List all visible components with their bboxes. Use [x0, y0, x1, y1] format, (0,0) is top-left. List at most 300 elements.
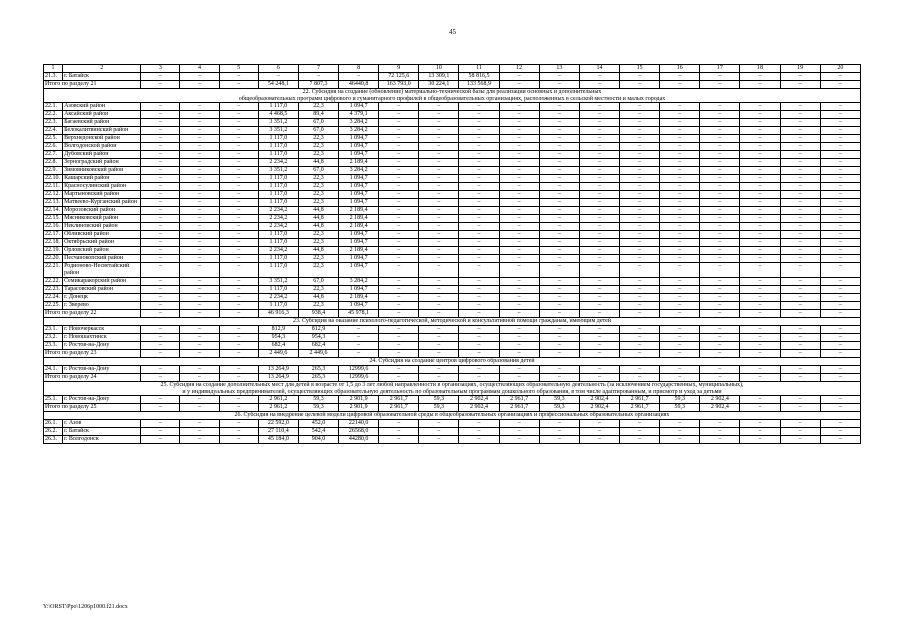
municipality-name: Верхнедонской район [63, 135, 141, 143]
table-cell: 22,3 [298, 103, 338, 111]
table-cell: – [740, 420, 780, 428]
table-cell: 3 351,2 [258, 167, 298, 175]
table-cell: – [141, 111, 180, 119]
table-cell: – [820, 396, 860, 404]
table-cell: – [419, 286, 459, 294]
municipality-name: Красносулинский район [63, 183, 141, 191]
table-cell: – [459, 278, 499, 286]
table-row [44, 286, 861, 294]
table-cell: 1 117,0 [258, 151, 298, 159]
table-cell: – [700, 215, 740, 223]
table-row [44, 167, 861, 175]
table-row [44, 223, 861, 231]
table-cell: – [780, 396, 820, 404]
table-cell: – [379, 207, 419, 215]
table-cell: – [180, 239, 219, 247]
table-cell: – [700, 428, 740, 436]
table-cell: – [419, 263, 459, 278]
table-cell: – [419, 199, 459, 207]
table-cell: – [459, 103, 499, 111]
table-cell: – [539, 350, 579, 358]
column-number: 12 [499, 65, 539, 73]
table-cell: – [379, 119, 419, 127]
table-cell: – [499, 286, 539, 294]
table-cell: – [419, 302, 459, 310]
table-cell: – [141, 191, 180, 199]
table-cell: 1 117,0 [258, 191, 298, 199]
table-cell: – [700, 199, 740, 207]
table-cell: – [579, 342, 619, 350]
table-cell: 2 234,2 [258, 247, 298, 255]
section-total-row [44, 81, 861, 89]
table-cell: 2 961,7 [499, 396, 539, 404]
table-cell: – [579, 374, 619, 382]
table-cell: – [180, 247, 219, 255]
table-cell: 2 902,4 [700, 396, 740, 404]
table-cell: – [180, 310, 219, 318]
table-cell: – [499, 151, 539, 159]
table-cell: – [780, 127, 820, 135]
table-cell: 1 117,0 [258, 302, 298, 310]
table-cell: – [141, 302, 180, 310]
municipality-name: Орловский район [63, 247, 141, 255]
row-number: 21.3. [44, 73, 63, 81]
table-cell: – [379, 302, 419, 310]
table-cell: – [579, 111, 619, 119]
table-cell: – [180, 420, 219, 428]
table-cell: 1 117,0 [258, 199, 298, 207]
municipality-name: Зимовниковский район [63, 167, 141, 175]
table-cell: – [499, 247, 539, 255]
table-cell: – [660, 159, 700, 167]
table-cell: 2 902,4 [700, 404, 740, 412]
table-cell: 3 351,2 [258, 278, 298, 286]
table-cell: – [219, 167, 258, 175]
table-cell: – [539, 310, 579, 318]
table-cell: – [660, 103, 700, 111]
table-cell: – [141, 81, 180, 89]
table-cell: – [579, 167, 619, 175]
table-cell: – [660, 374, 700, 382]
table-cell: – [180, 127, 219, 135]
table-cell: – [459, 143, 499, 151]
table-cell: – [820, 119, 860, 127]
table-cell: – [499, 420, 539, 428]
table-cell: – [579, 326, 619, 334]
table-cell: – [539, 111, 579, 119]
table-cell: – [700, 326, 740, 334]
table-cell: 67,0 [298, 119, 338, 127]
table-cell: – [620, 183, 660, 191]
municipality-name: г. Донецк [63, 294, 141, 302]
section-heading-line: 24. Субсидия на создание центров цифрового образования детей [369, 358, 535, 364]
table-cell: – [579, 302, 619, 310]
table-cell: – [219, 207, 258, 215]
table-cell: – [180, 255, 219, 263]
table-cell: – [620, 199, 660, 207]
table-cell: – [660, 286, 700, 294]
table-cell: – [459, 294, 499, 302]
table-cell: – [419, 334, 459, 342]
table-cell: – [459, 420, 499, 428]
table-cell: 26568,0 [339, 428, 379, 436]
table-cell: – [740, 374, 780, 382]
table-cell: – [180, 215, 219, 223]
table-cell: – [379, 428, 419, 436]
row-number: 24.1. [44, 366, 63, 374]
table-cell: – [141, 223, 180, 231]
column-number: 1 [44, 65, 63, 73]
table-cell: – [740, 231, 780, 239]
table-cell: – [539, 255, 579, 263]
table-cell: – [579, 215, 619, 223]
table-cell: 7 807,3 [298, 81, 338, 89]
table-cell: – [459, 207, 499, 215]
table-cell: 2 961,2 [258, 396, 298, 404]
table-cell: – [499, 366, 539, 374]
table-cell: – [419, 326, 459, 334]
table-cell: – [419, 167, 459, 175]
table-cell: – [379, 310, 419, 318]
municipality-name: Кашарский район [63, 175, 141, 183]
table-cell: – [180, 111, 219, 119]
table-cell: – [379, 231, 419, 239]
table-cell: – [620, 374, 660, 382]
table-cell: – [219, 231, 258, 239]
municipality-name: Морозовский район [63, 207, 141, 215]
municipality-name: Обливский район [63, 231, 141, 239]
table-cell: – [180, 199, 219, 207]
table-cell: – [700, 239, 740, 247]
table-cell: – [700, 302, 740, 310]
table-cell: – [379, 366, 419, 374]
table-cell: – [141, 278, 180, 286]
table-cell: – [141, 294, 180, 302]
table-cell: – [180, 302, 219, 310]
column-number: 9 [379, 65, 419, 73]
table-cell: – [499, 334, 539, 342]
table-body [44, 65, 861, 444]
table-cell: – [820, 420, 860, 428]
table-cell: – [620, 436, 660, 444]
table-cell: – [660, 263, 700, 278]
total-label: Итого по разделу 21 [44, 81, 141, 89]
table-cell: – [740, 239, 780, 247]
table-cell: – [141, 159, 180, 167]
table-cell: – [579, 334, 619, 342]
table-cell: – [700, 143, 740, 151]
table-cell: – [499, 350, 539, 358]
table-cell: – [579, 223, 619, 231]
table-cell: 1 094,7 [339, 103, 379, 111]
table-cell: – [780, 167, 820, 175]
row-number: 26.3. [44, 436, 63, 444]
table-cell: – [780, 119, 820, 127]
table-cell: – [740, 396, 780, 404]
table-cell: – [419, 436, 459, 444]
table-row [44, 366, 861, 374]
table-cell: – [219, 366, 258, 374]
table-cell: – [419, 143, 459, 151]
table-cell: 2 189,4 [339, 215, 379, 223]
table-cell: – [579, 151, 619, 159]
table-cell: – [660, 302, 700, 310]
table-cell: – [419, 420, 459, 428]
table-cell: – [499, 294, 539, 302]
section-heading-row [44, 382, 861, 396]
table-cell: – [180, 223, 219, 231]
table-cell: 67,0 [298, 167, 338, 175]
table-cell: – [620, 215, 660, 223]
table-cell: – [141, 428, 180, 436]
table-cell: – [620, 334, 660, 342]
table-cell: – [499, 223, 539, 231]
table-cell: – [419, 366, 459, 374]
column-number: 15 [620, 65, 660, 73]
table-cell: – [700, 223, 740, 231]
table-cell: – [740, 73, 780, 81]
table-cell: – [219, 247, 258, 255]
table-cell: – [620, 428, 660, 436]
total-label: Итого по разделу 25 [44, 404, 141, 412]
column-number: 7 [298, 65, 338, 73]
municipality-name: Октябрьский район [63, 239, 141, 247]
table-cell: – [499, 263, 539, 278]
table-cell: 22140,0 [339, 420, 379, 428]
table-row [44, 143, 861, 151]
table-cell: – [660, 73, 700, 81]
table-cell: – [419, 175, 459, 183]
column-number: 11 [459, 65, 499, 73]
table-cell: – [219, 239, 258, 247]
row-number: 22.18. [44, 239, 63, 247]
table-cell: – [180, 396, 219, 404]
table-cell: – [620, 294, 660, 302]
table-row [44, 215, 861, 223]
table-cell: – [499, 167, 539, 175]
table-cell: 45 978,1 [339, 310, 379, 318]
table-row [44, 119, 861, 127]
row-number: 22.25. [44, 302, 63, 310]
column-number: 14 [579, 65, 619, 73]
table-cell: – [219, 302, 258, 310]
table-cell: – [180, 334, 219, 342]
table-cell: 904,0 [298, 436, 338, 444]
table-cell: – [141, 255, 180, 263]
table-cell: – [700, 255, 740, 263]
table-cell: – [539, 191, 579, 199]
table-cell: – [379, 436, 419, 444]
municipality-name: Багаевский район [63, 119, 141, 127]
table-cell: – [579, 119, 619, 127]
table-cell: – [219, 255, 258, 263]
table-cell: – [419, 135, 459, 143]
table-cell: 1 117,0 [258, 255, 298, 263]
table-cell: 3 284,2 [339, 278, 379, 286]
table-cell: – [579, 239, 619, 247]
table-cell: – [219, 143, 258, 151]
table-cell: – [700, 167, 740, 175]
section-heading-line: 22. Субсидия на создание (обновление) материально-технической базы для реализации основных и дополнительных [302, 89, 602, 95]
table-cell: – [379, 326, 419, 334]
table-cell: – [820, 404, 860, 412]
table-cell: – [459, 167, 499, 175]
table-cell: – [700, 81, 740, 89]
table-cell: – [780, 302, 820, 310]
row-number: 26.2. [44, 428, 63, 436]
table-cell: – [700, 436, 740, 444]
table-cell: 265,3 [298, 366, 338, 374]
row-number: 22.5. [44, 135, 63, 143]
table-cell: – [780, 159, 820, 167]
table-cell: – [700, 278, 740, 286]
section-heading-line: и у индивидуальных предпринимателей, осуществляющих образовательную деятельность по образовательным программам дошкольного образования, в том числе адаптированным, и присмотр и уход за детьми [182, 388, 722, 395]
section-total-row [44, 310, 861, 318]
table-cell: – [539, 159, 579, 167]
table-row [44, 278, 861, 286]
table-cell: 22,3 [298, 263, 338, 278]
table-cell: – [620, 135, 660, 143]
table-cell: – [180, 286, 219, 294]
table-cell: – [459, 263, 499, 278]
table-cell: – [620, 175, 660, 183]
row-number: 22.10. [44, 175, 63, 183]
table-cell: 59,3 [298, 396, 338, 404]
table-cell: 44,8 [298, 223, 338, 231]
row-number: 22.15. [44, 215, 63, 223]
table-cell: – [620, 143, 660, 151]
table-cell: – [459, 350, 499, 358]
column-number: 19 [780, 65, 820, 73]
table-cell: 163 793,0 [379, 81, 419, 89]
table-cell: – [660, 143, 700, 151]
table-cell: – [180, 404, 219, 412]
table-cell: – [700, 263, 740, 278]
table-cell: – [141, 73, 180, 81]
row-number: 22.3. [44, 119, 63, 127]
table-cell: – [700, 350, 740, 358]
table-cell: – [459, 191, 499, 199]
table-cell: – [539, 239, 579, 247]
table-cell: – [780, 135, 820, 143]
table-cell: – [780, 175, 820, 183]
table-cell: – [780, 263, 820, 278]
table-cell: – [339, 350, 379, 358]
table-cell: 954,3 [258, 334, 298, 342]
budget-table [43, 64, 861, 444]
table-cell: – [219, 111, 258, 119]
table-cell: – [459, 366, 499, 374]
table-cell: – [379, 191, 419, 199]
table-cell: – [219, 278, 258, 286]
table-cell: 89,4 [298, 111, 338, 119]
table-cell: – [579, 294, 619, 302]
table-cell: 46440,8 [339, 81, 379, 89]
table-cell: – [141, 436, 180, 444]
table-cell: – [419, 239, 459, 247]
municipality-name: Родионово-Несветайский район [63, 263, 141, 278]
table-cell: 2 189,4 [339, 223, 379, 231]
table-row [44, 207, 861, 215]
table-cell: – [820, 247, 860, 255]
column-number: 5 [219, 65, 258, 73]
table-cell: – [459, 428, 499, 436]
table-cell: – [620, 167, 660, 175]
table-cell: – [419, 350, 459, 358]
table-cell: – [141, 183, 180, 191]
table-cell: – [459, 334, 499, 342]
table-cell: – [780, 223, 820, 231]
table-cell: – [499, 207, 539, 215]
table-cell: – [820, 263, 860, 278]
table-cell: – [219, 135, 258, 143]
table-cell: – [740, 366, 780, 374]
table-cell: – [219, 334, 258, 342]
table-cell: – [780, 111, 820, 119]
table-cell: – [539, 286, 579, 294]
table-cell: 1 094,7 [339, 191, 379, 199]
row-number: 22.7. [44, 151, 63, 159]
table-cell: 46 916,3 [258, 310, 298, 318]
table-cell: – [419, 428, 459, 436]
table-cell: – [180, 103, 219, 111]
table-cell: – [219, 175, 258, 183]
table-cell: – [419, 294, 459, 302]
table-cell: – [740, 175, 780, 183]
table-cell: – [740, 263, 780, 278]
table-cell: 1 117,0 [258, 263, 298, 278]
table-cell: – [180, 263, 219, 278]
table-cell: 2 189,4 [339, 207, 379, 215]
table-cell: – [499, 143, 539, 151]
table-cell: – [820, 127, 860, 135]
row-number: 22.14. [44, 207, 63, 215]
table-cell: – [419, 119, 459, 127]
table-cell: – [780, 326, 820, 334]
table-cell: – [620, 310, 660, 318]
table-cell: – [539, 199, 579, 207]
table-cell: – [539, 374, 579, 382]
table-cell: 2 902,4 [459, 396, 499, 404]
table-cell: 542,4 [298, 428, 338, 436]
municipality-name: г. Зверево [63, 302, 141, 310]
table-cell: – [579, 127, 619, 135]
table-cell: – [499, 428, 539, 436]
table-cell: 4 468,5 [258, 111, 298, 119]
table-cell: – [459, 151, 499, 159]
table-cell: 2 961,7 [379, 396, 419, 404]
table-cell: – [740, 199, 780, 207]
table-cell: – [579, 247, 619, 255]
table-row [44, 247, 861, 255]
table-row [44, 420, 861, 428]
table-cell: – [379, 334, 419, 342]
table-cell: 44,8 [298, 215, 338, 223]
table-cell: – [660, 310, 700, 318]
table-cell: – [579, 366, 619, 374]
table-cell: – [660, 215, 700, 223]
table-cell: – [660, 278, 700, 286]
total-label: Итого по разделу 23 [44, 350, 141, 358]
table-cell: – [219, 223, 258, 231]
table-cell: – [539, 73, 579, 81]
table-cell: 13 264,9 [258, 366, 298, 374]
table-cell: 22,3 [298, 239, 338, 247]
table-cell: 1 094,7 [339, 151, 379, 159]
table-cell: – [579, 255, 619, 263]
table-cell: – [539, 247, 579, 255]
table-cell: – [740, 342, 780, 350]
